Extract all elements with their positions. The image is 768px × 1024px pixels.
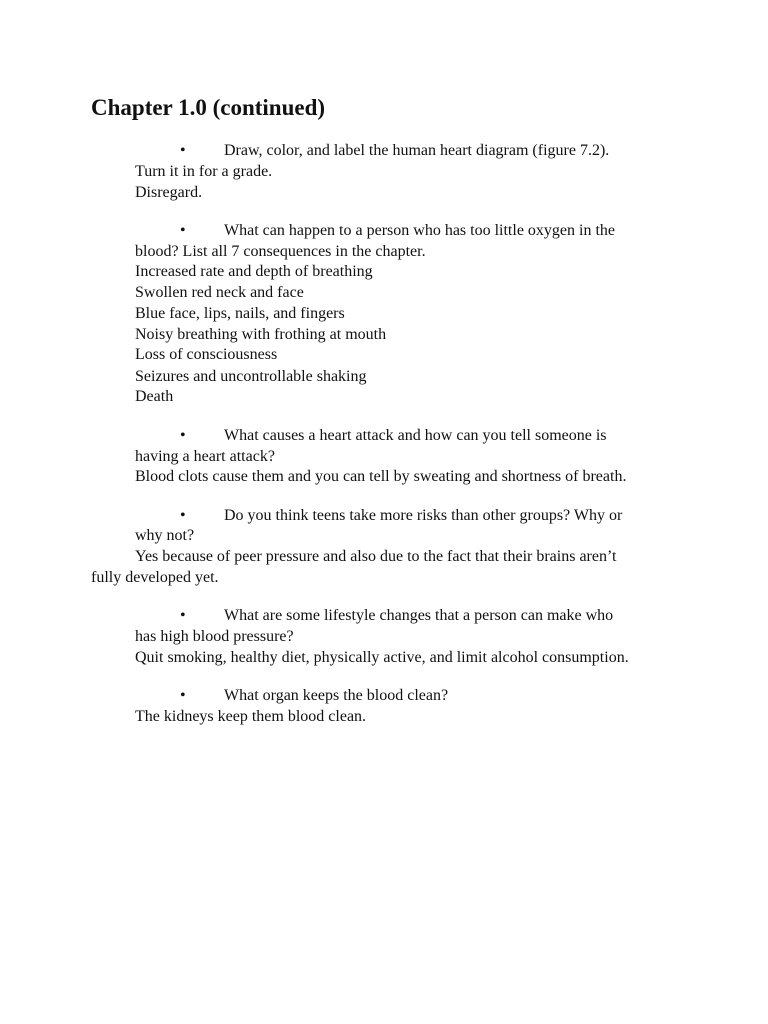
- answer-line: Blue face, lips, nails, and fingers: [135, 305, 345, 322]
- question-line: has high blood pressure?: [135, 628, 294, 645]
- bullet-icon: •: [180, 222, 186, 239]
- question-line: Do you think teens take more risks than other groups? Why or: [224, 507, 623, 524]
- bullet-icon: •: [180, 427, 186, 444]
- answer-line: Death: [135, 388, 174, 405]
- answer-line: Swollen red neck and face: [135, 284, 304, 301]
- bullet-icon: •: [180, 607, 186, 624]
- answer-line: Yes because of peer pressure and also due to the fact that their brains aren’t: [135, 548, 617, 565]
- question-line: why not?: [135, 527, 195, 544]
- question-line: Draw, color, and label the human heart diagram (figure 7.2).: [224, 142, 610, 159]
- question-line: What are some lifestyle changes that a person can make who: [224, 607, 614, 624]
- answer-line: Increased rate and depth of breathing: [135, 263, 373, 280]
- question-line: What causes a heart attack and how can you tell someone is: [224, 427, 607, 444]
- bullet-icon: •: [180, 507, 186, 524]
- answer-line: Quit smoking, healthy diet, physically active, and limit alcohol consumption.: [135, 649, 629, 666]
- question-line: having a heart attack?: [135, 448, 275, 465]
- question-line: What can happen to a person who has too little oxygen in the: [224, 222, 616, 239]
- question-line: Turn it in for a grade.: [135, 163, 273, 180]
- question-line: blood? List all 7 consequences in the chapter.: [135, 243, 426, 260]
- answer-line: Blood clots cause them and you can tell by sweating and shortness of breath.: [135, 468, 627, 485]
- bullet-icon: •: [180, 142, 186, 159]
- answer-line: fully developed yet.: [91, 569, 219, 586]
- answer-line: Disregard.: [135, 184, 203, 201]
- question-line: What organ keeps the blood clean?: [224, 687, 449, 704]
- page-title: Chapter 1.0 (continued): [91, 95, 326, 120]
- bullet-icon: •: [180, 687, 186, 704]
- answer-line: Loss of consciousness: [135, 346, 278, 363]
- answer-line: The kidneys keep them blood clean.: [135, 708, 367, 725]
- answer-line: Seizures and uncontrollable shaking: [135, 368, 367, 385]
- answer-line: Noisy breathing with frothing at mouth: [135, 326, 387, 343]
